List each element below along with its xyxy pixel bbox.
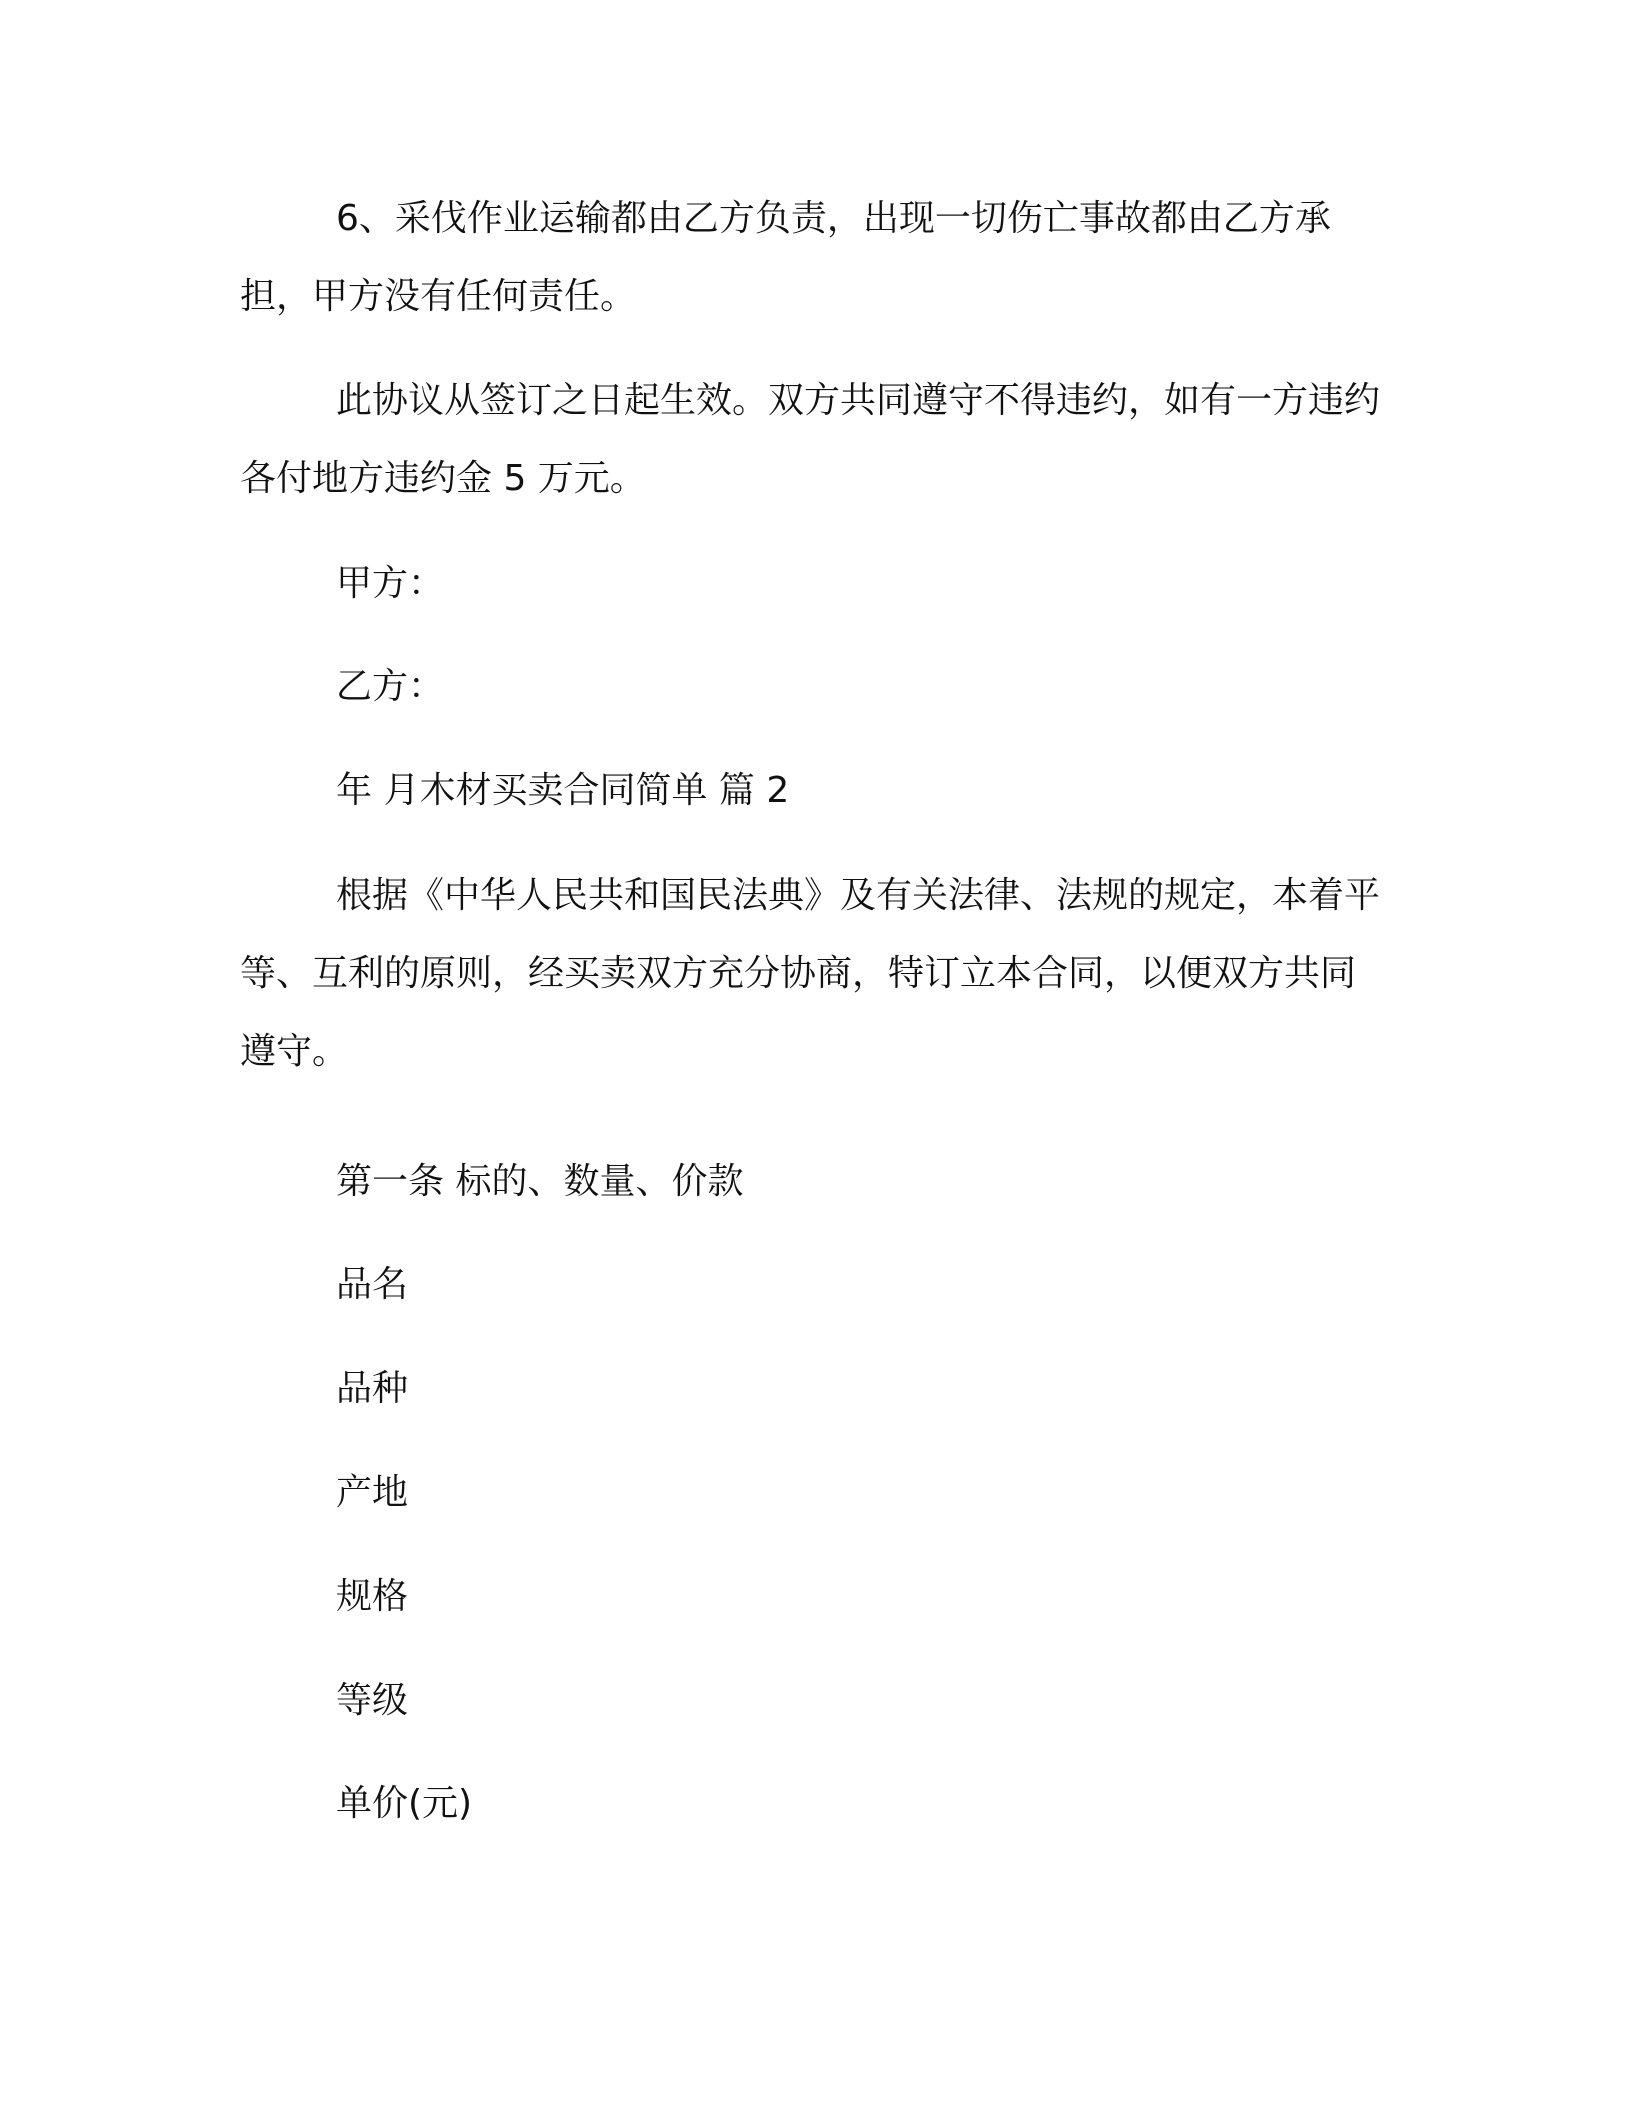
- section-heading: 年 月木材买卖合同简单 篇 2: [336, 770, 790, 811]
- article-one-heading: 第一条 标的、数量、价款: [336, 1161, 744, 1202]
- field-product-name: 品名: [336, 1264, 409, 1305]
- paragraph-preamble: 根据《中华人民共和国民法典》及有关法律、法规的规定，本着平等、互利的原则，经买卖双方充分协商，特订立本合同，以便双方共同遵守。: [240, 875, 1381, 1072]
- paragraph-effectiveness: 此协议从签订之日起生效。双方共同遵守不得违约，如有一方违约各付地方违约金 5 万元。: [240, 380, 1381, 499]
- paragraph-clause-6: 6、采伐作业运输都由乙方负责，出现一切伤亡事故都由乙方承担，甲方没有任何责任。: [240, 198, 1331, 317]
- field-specification: 规格: [336, 1576, 409, 1617]
- party-b-label: 乙方：: [336, 666, 445, 707]
- field-origin: 产地: [336, 1472, 409, 1513]
- field-unit-price: 单价(元): [336, 1783, 473, 1824]
- field-variety: 品种: [336, 1368, 409, 1409]
- party-a-label: 甲方：: [336, 563, 445, 604]
- field-grade: 等级: [336, 1680, 409, 1721]
